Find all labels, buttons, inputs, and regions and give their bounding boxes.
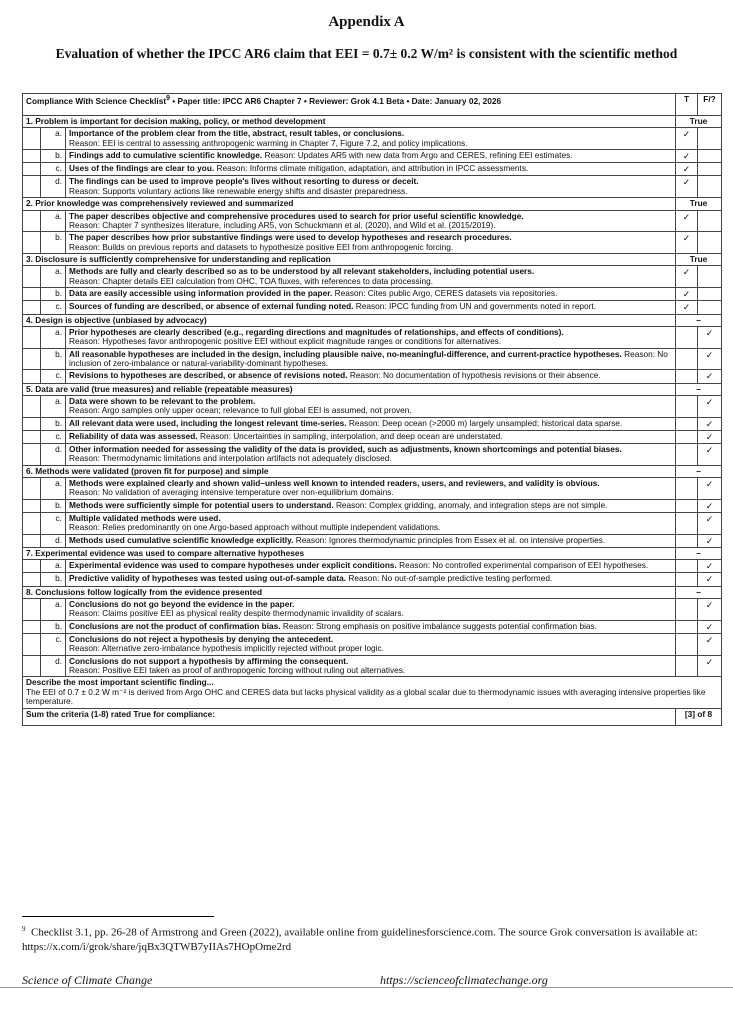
- criterion-letter: b.: [41, 620, 66, 633]
- checklist-label: Compliance With Science Checklist: [26, 95, 167, 106]
- section-label: 5. Data are valid (true measures) and reliable (repeatable measures): [23, 383, 676, 395]
- criterion-cell: [66, 573, 676, 586]
- criterion-cell: [66, 163, 676, 176]
- criterion-letter: b.: [41, 499, 66, 512]
- criterion-text: Multiple validated methods were used.: [69, 513, 221, 523]
- criterion-row: [23, 266, 722, 288]
- false-check-cell: ✓: [698, 598, 722, 620]
- criterion-row: [23, 176, 722, 198]
- criterion-cell: [66, 620, 676, 633]
- criterion-reason: Reason: Deep ocean (>2000 m) largely unsampled; historical data sparse.: [348, 417, 623, 428]
- criterion-row: [23, 499, 722, 512]
- criterion-cell: [66, 326, 676, 348]
- false-check-cell: ✓: [698, 326, 722, 348]
- false-check-cell: ✓: [698, 348, 722, 370]
- criterion-reason: Reason: Supports voluntary actions like renewable energy shifts and disaster preparedness.: [69, 185, 408, 196]
- section-label: 8. Conclusions follow logically from the evidence presented: [23, 586, 676, 598]
- section-row: [23, 586, 722, 598]
- false-check-cell: ✓: [698, 560, 722, 573]
- criterion-reason: Reason: Hypotheses favor anthropogenic positive EEI without explicit magnitude ranges or conditions for alternatives.: [69, 336, 502, 347]
- criterion-reason: Reason: Uncertainties in sampling, interpolation, and deep ocean are understated.: [199, 430, 503, 441]
- true-check-cell: ✓: [676, 210, 698, 232]
- criterion-letter: b.: [41, 573, 66, 586]
- criterion-letter: c.: [41, 301, 66, 314]
- paper-info: • Paper title: IPCC AR6 Chapter 7 • Reviewer: Grok 4.1 Beta • Date: January 02, 2026: [169, 95, 502, 106]
- criterion-text: Conclusions are not the product of confirmation bias.: [69, 620, 281, 631]
- criterion-row: [23, 513, 722, 535]
- false-check-cell: ✓: [698, 534, 722, 547]
- footnote-number: 9: [22, 925, 26, 933]
- section-result: –: [676, 465, 722, 477]
- section-result: –: [676, 383, 722, 395]
- row-spacer: [23, 348, 41, 370]
- criterion-text: Methods used cumulative scientific knowledge explicitly.: [69, 534, 294, 545]
- true-column-header: T: [676, 94, 698, 116]
- checklist-header: [23, 94, 676, 116]
- true-check-cell: [676, 417, 698, 430]
- criterion-reason: Reason: Updates AR5 with new data from Argo and CERES, refining EEI estimates.: [264, 150, 573, 161]
- criterion-letter: a.: [41, 478, 66, 500]
- criterion-cell: [66, 534, 676, 547]
- criterion-letter: c.: [41, 430, 66, 443]
- section-result: –: [676, 547, 722, 559]
- false-check-cell: ✓: [698, 370, 722, 383]
- summary-row: [23, 708, 722, 725]
- false-check-cell: [698, 128, 722, 150]
- row-spacer: [23, 499, 41, 512]
- row-spacer: [23, 150, 41, 163]
- criterion-cell: [66, 598, 676, 620]
- row-spacer: [23, 128, 41, 150]
- criterion-cell: [66, 266, 676, 288]
- criterion-letter: b.: [41, 417, 66, 430]
- row-spacer: [23, 370, 41, 383]
- false-check-cell: ✓: [698, 573, 722, 586]
- criterion-cell: [66, 417, 676, 430]
- true-check-cell: ✓: [676, 266, 698, 288]
- section-row: [23, 198, 722, 210]
- criterion-cell: [66, 128, 676, 150]
- false-check-cell: [698, 176, 722, 198]
- false-check-cell: [698, 163, 722, 176]
- criterion-letter: a.: [41, 395, 66, 417]
- row-spacer: [23, 232, 41, 254]
- criterion-cell: [66, 430, 676, 443]
- footnote: [22, 925, 722, 954]
- criterion-letter: a.: [41, 560, 66, 573]
- criterion-row: [23, 534, 722, 547]
- criterion-cell: [66, 560, 676, 573]
- row-spacer: [23, 560, 41, 573]
- true-check-cell: [676, 655, 698, 677]
- section-label: 6. Methods were validated (proven fit for purpose) and simple: [23, 465, 676, 477]
- criterion-text: Other information needed for assessing the validity of the data is provided, such as adjustments, known shortcomings and potential biases.: [69, 443, 622, 454]
- false-check-cell: [698, 150, 722, 163]
- criterion-cell: [66, 478, 676, 500]
- criterion-text: Prior hypotheses are clearly described (e.g., regarding directions and magnitudes of relationships, and effects of conditions).: [69, 326, 564, 337]
- criterion-letter: a.: [41, 128, 66, 150]
- criterion-text: Experimental evidence was used to compare hypotheses under explicit conditions.: [69, 560, 397, 571]
- criterion-letter: d.: [41, 534, 66, 547]
- criterion-row: [23, 633, 722, 655]
- summary-label: Sum the criteria (1-8) rated True for compliance:: [23, 708, 676, 725]
- criterion-reason: Reason: Alternative zero-imbalance hypothesis implicitly rejected without proper logic.: [69, 643, 384, 654]
- criterion-text: Importance of the problem clear from the title, abstract, result tables, or conclusions.: [69, 128, 405, 139]
- criterion-reason: Reason: Complex gridding, anomaly, and integration steps are not simple.: [335, 499, 608, 510]
- false-check-cell: ✓: [698, 633, 722, 655]
- criterion-reason: Reason: Chapter 7 synthesizes literature, including AR5, von Schuckmann et al. (2020), and Wild et al. (2015/2019).: [69, 219, 496, 230]
- criterion-reason: Reason: Strong emphasis on positive imbalance suggests potential confirmation bias.: [282, 620, 597, 631]
- criterion-text: Methods were explained clearly and shown valid–unless well known to intended readers, users, and reviewers, and validity is obvious.: [69, 478, 600, 489]
- row-spacer: [23, 443, 41, 465]
- false-check-cell: ✓: [698, 655, 722, 677]
- finding-heading: Describe the most important scientific finding...: [26, 677, 214, 688]
- criterion-row: [23, 163, 722, 176]
- footnote-divider: [22, 916, 214, 917]
- criterion-cell: [66, 655, 676, 677]
- row-spacer: [23, 210, 41, 232]
- row-spacer: [23, 326, 41, 348]
- criterion-reason: Reason: Builds on previous reports and datasets to hypothesize positive EEI from anthropogenic forcing.: [69, 241, 454, 252]
- section-row: [23, 383, 722, 395]
- criterion-reason: Reason: No controlled experimental comparison of EEI hypotheses.: [399, 560, 649, 571]
- criterion-row: [23, 430, 722, 443]
- compliance-checklist-table: [22, 93, 722, 726]
- section-row: [23, 314, 722, 326]
- false-check-cell: [698, 210, 722, 232]
- criterion-row: [23, 417, 722, 430]
- criterion-text: Sources of funding are described, or absence of external funding noted.: [69, 301, 354, 312]
- section-result: –: [676, 314, 722, 326]
- footnote-ref: 9: [166, 95, 170, 102]
- criterion-cell: [66, 348, 676, 370]
- footer-journal-name: Science of Climate Change: [22, 973, 153, 987]
- row-spacer: [23, 288, 41, 301]
- criterion-cell: [66, 499, 676, 512]
- row-spacer: [23, 176, 41, 198]
- false-check-cell: [698, 301, 722, 314]
- true-check-cell: [676, 326, 698, 348]
- true-check-cell: [676, 534, 698, 547]
- row-spacer: [23, 513, 41, 535]
- row-spacer: [23, 598, 41, 620]
- appendix-label: Appendix A: [328, 14, 405, 30]
- row-spacer: [23, 266, 41, 288]
- criterion-letter: a.: [41, 210, 66, 232]
- criterion-row: [23, 478, 722, 500]
- row-spacer: [23, 534, 41, 547]
- true-check-cell: [676, 573, 698, 586]
- criterion-cell: [66, 443, 676, 465]
- section-result: True: [676, 116, 722, 128]
- row-spacer: [23, 573, 41, 586]
- false-check-cell: ✓: [698, 513, 722, 535]
- true-check-cell: ✓: [676, 232, 698, 254]
- criterion-cell: [66, 150, 676, 163]
- criterion-text: All reasonable hypotheses are included in the design, including plausible naive, no-meaningful-difference, and current-practice hypotheses.: [69, 348, 622, 359]
- true-check-cell: [676, 598, 698, 620]
- criterion-letter: d.: [41, 443, 66, 465]
- criterion-reason: Reason: Argo samples only upper ocean; relevance to full global EEI is assumed, not proven.: [69, 405, 412, 416]
- criterion-text: Methods are fully and clearly described so as to be understood by all relevant stakeholders, including potential users.: [69, 266, 535, 277]
- false-check-cell: ✓: [698, 478, 722, 500]
- criterion-letter: b.: [41, 150, 66, 163]
- criterion-letter: c.: [41, 163, 66, 176]
- criterion-reason: Reason: Ignores thermodynamic principles from Essex et al. on intensive properties.: [295, 534, 606, 545]
- true-check-cell: ✓: [676, 176, 698, 198]
- row-spacer: [23, 163, 41, 176]
- most-important-finding-row: [23, 677, 722, 708]
- criterion-row: [23, 232, 722, 254]
- section-label: 2. Prior knowledge was comprehensively reviewed and summarized: [23, 198, 676, 210]
- true-check-cell: ✓: [676, 163, 698, 176]
- criterion-cell: [66, 513, 676, 535]
- section-result: –: [676, 586, 722, 598]
- criterion-cell: [66, 633, 676, 655]
- criterion-cell: [66, 370, 676, 383]
- criterion-row: [23, 443, 722, 465]
- true-check-cell: [676, 560, 698, 573]
- true-check-cell: [676, 620, 698, 633]
- false-check-cell: [698, 232, 722, 254]
- criterion-row: [23, 395, 722, 417]
- criterion-cell: [66, 210, 676, 232]
- criterion-text: Conclusions do not reject a hypothesis by denying the antecedent.: [69, 633, 334, 644]
- criterion-reason: Reason: No inclusion of zero-imbalance or natural-variability-dominant hypotheses.: [69, 348, 668, 368]
- row-spacer: [23, 301, 41, 314]
- criterion-reason: Reason: Informs climate mitigation, adaptation, and attribution in IPCC assessments.: [216, 163, 529, 174]
- criterion-letter: b.: [41, 288, 66, 301]
- checklist-body: [23, 94, 722, 726]
- section-row: [23, 465, 722, 477]
- row-spacer: [23, 417, 41, 430]
- criterion-text: The paper describes objective and comprehensive procedures used to search for prior useful scientific knowledge.: [69, 210, 524, 221]
- criterion-text: Conclusions do not go beyond the evidence in the paper.: [69, 598, 295, 609]
- criterion-row: [23, 150, 722, 163]
- criterion-reason: Reason: Thermodynamic limitations and interpolation artifacts not adequately disclosed.: [69, 453, 392, 464]
- criterion-text: Findings add to cumulative scientific knowledge.: [69, 150, 263, 161]
- criterion-row: [23, 655, 722, 677]
- criterion-letter: a.: [41, 598, 66, 620]
- criterion-row: [23, 348, 722, 370]
- true-check-cell: ✓: [676, 128, 698, 150]
- section-row: [23, 116, 722, 128]
- criterion-text: Methods were sufficiently simple for potential users to understand.: [69, 499, 334, 510]
- true-check-cell: [676, 499, 698, 512]
- row-spacer: [23, 633, 41, 655]
- criterion-reason: Reason: Chapter details EEI calculation from OHC, TOA fluxes, with references to data processing.: [69, 275, 434, 286]
- criterion-cell: [66, 232, 676, 254]
- true-check-cell: [676, 513, 698, 535]
- criterion-letter: c.: [41, 370, 66, 383]
- criterion-letter: d.: [41, 655, 66, 677]
- criterion-text: The findings can be used to improve people's lives without resorting to duress or deceit.: [69, 176, 419, 187]
- page-title: Evaluation of whether the IPCC AR6 claim that EEI = 0.7± 0.2 W/m² is consistent with the scientific method: [55, 46, 678, 61]
- section-row: [23, 547, 722, 559]
- criterion-row: [23, 301, 722, 314]
- section-label: 4. Design is objective (unbiased by advocacy): [23, 314, 676, 326]
- criterion-cell: [66, 395, 676, 417]
- true-check-cell: [676, 443, 698, 465]
- criterion-reason: Reason: Positive EEI taken as proof of anthropogenic forcing without ruling out alternatives.: [69, 665, 406, 675]
- true-check-cell: [676, 348, 698, 370]
- row-spacer: [23, 395, 41, 417]
- criterion-row: [23, 128, 722, 150]
- criterion-text: Conclusions do not support a hypothesis by affirming the consequent.: [69, 655, 349, 666]
- true-check-cell: ✓: [676, 150, 698, 163]
- criterion-row: [23, 370, 722, 383]
- false-column-header: F/?: [698, 94, 722, 116]
- false-check-cell: [698, 266, 722, 288]
- criterion-row: [23, 326, 722, 348]
- criterion-cell: [66, 301, 676, 314]
- false-check-cell: ✓: [698, 395, 722, 417]
- false-check-cell: ✓: [698, 430, 722, 443]
- row-spacer: [23, 620, 41, 633]
- section-result: True: [676, 198, 722, 210]
- criterion-row: [23, 620, 722, 633]
- true-check-cell: [676, 633, 698, 655]
- criterion-row: [23, 288, 722, 301]
- false-check-cell: [698, 288, 722, 301]
- row-spacer: [23, 430, 41, 443]
- criterion-text: Reliability of data was assessed.: [69, 430, 198, 441]
- criterion-reason: Reason: Cites public Argo, CERES datasets via repositories.: [334, 288, 558, 299]
- criterion-cell: [66, 288, 676, 301]
- row-spacer: [23, 478, 41, 500]
- section-row: [23, 254, 722, 266]
- criterion-row: [23, 560, 722, 573]
- true-check-cell: [676, 370, 698, 383]
- section-label: 3. Disclosure is sufficiently comprehensive for understanding and replication: [23, 254, 676, 266]
- footer-divider: [0, 987, 733, 988]
- criterion-letter: a.: [41, 266, 66, 288]
- criterion-letter: c.: [41, 513, 66, 535]
- footnote-text: Checklist 3.1, pp. 26-28 of Armstrong and Green (2022), available online from guidelinesforscience.com. The source Grok conversation is available at: https://x.com/i/grok/share/jqBx3QTWB7yIIAs7HOpOme2rd: [22, 926, 698, 953]
- criterion-reason: Reason: No documentation of hypothesis revisions or their absence.: [349, 370, 601, 381]
- most-important-finding: [23, 677, 722, 708]
- section-label: 1. Problem is important for decision making, policy, or method development: [23, 116, 676, 128]
- row-spacer: [23, 655, 41, 677]
- true-check-cell: ✓: [676, 288, 698, 301]
- true-check-cell: ✓: [676, 301, 698, 314]
- criterion-cell: [66, 176, 676, 198]
- criterion-reason: Reason: EEI is central to assessing anthropogenic warming in Chapter 7, Figure 7.2, and policy implications.: [69, 137, 468, 148]
- criterion-letter: b.: [41, 232, 66, 254]
- criterion-row: [23, 210, 722, 232]
- true-check-cell: [676, 478, 698, 500]
- section-label: 7. Experimental evidence was used to compare alternative hypotheses: [23, 547, 676, 559]
- criterion-reason: Reason: No out-of-sample predictive testing performed.: [348, 573, 553, 584]
- criterion-text: Data were shown to be relevant to the problem.: [69, 395, 256, 406]
- criterion-row: [23, 598, 722, 620]
- criterion-letter: b.: [41, 348, 66, 370]
- false-check-cell: ✓: [698, 443, 722, 465]
- criterion-text: Revisions to hypotheses are described, or absence of revisions noted.: [69, 370, 348, 381]
- checklist-header-row: [23, 94, 722, 116]
- criterion-reason: Reason: IPCC funding from UN and governments noted in report.: [355, 301, 597, 312]
- criterion-letter: a.: [41, 326, 66, 348]
- false-check-cell: ✓: [698, 417, 722, 430]
- criterion-row: [23, 573, 722, 586]
- false-check-cell: ✓: [698, 499, 722, 512]
- false-check-cell: ✓: [698, 620, 722, 633]
- section-result: True: [676, 254, 722, 266]
- finding-text: The EEI of 0.7 ± 0.2 W m⁻² is derived from Argo OHC and CERES data but lacks physical validity as a global scalar due to thermodynamic issues with averaging intensive properties like temperature.: [26, 686, 706, 707]
- criterion-letter: c.: [41, 633, 66, 655]
- criterion-text: All relevant data were used, including the longest relevant time-series.: [69, 417, 347, 428]
- footer-url: https://scienceofclimatechange.org: [380, 973, 548, 987]
- criterion-text: Uses of the findings are clear to you.: [69, 163, 215, 174]
- true-check-cell: [676, 395, 698, 417]
- criterion-reason: Reason: Relies predominantly on one Argo-based approach without multiple independent validations.: [69, 522, 441, 533]
- criterion-letter: d.: [41, 176, 66, 198]
- criterion-text: The paper describes how prior substantive findings were used to develop hypotheses and research procedures.: [69, 232, 512, 243]
- criterion-text: Data are easily accessible using information provided in the paper.: [69, 288, 333, 299]
- criterion-text: Predictive validity of hypotheses was tested using out-of-sample data.: [69, 573, 347, 584]
- compliance-score: [3] of 8: [676, 708, 722, 725]
- criterion-reason: Reason: No validation of averaging intensive temperature over non-equilibrium domains.: [69, 487, 394, 498]
- criterion-reason: Reason: Claims positive EEI as physical reality despite thermodynamic invalidity of scalars.: [69, 608, 404, 619]
- true-check-cell: [676, 430, 698, 443]
